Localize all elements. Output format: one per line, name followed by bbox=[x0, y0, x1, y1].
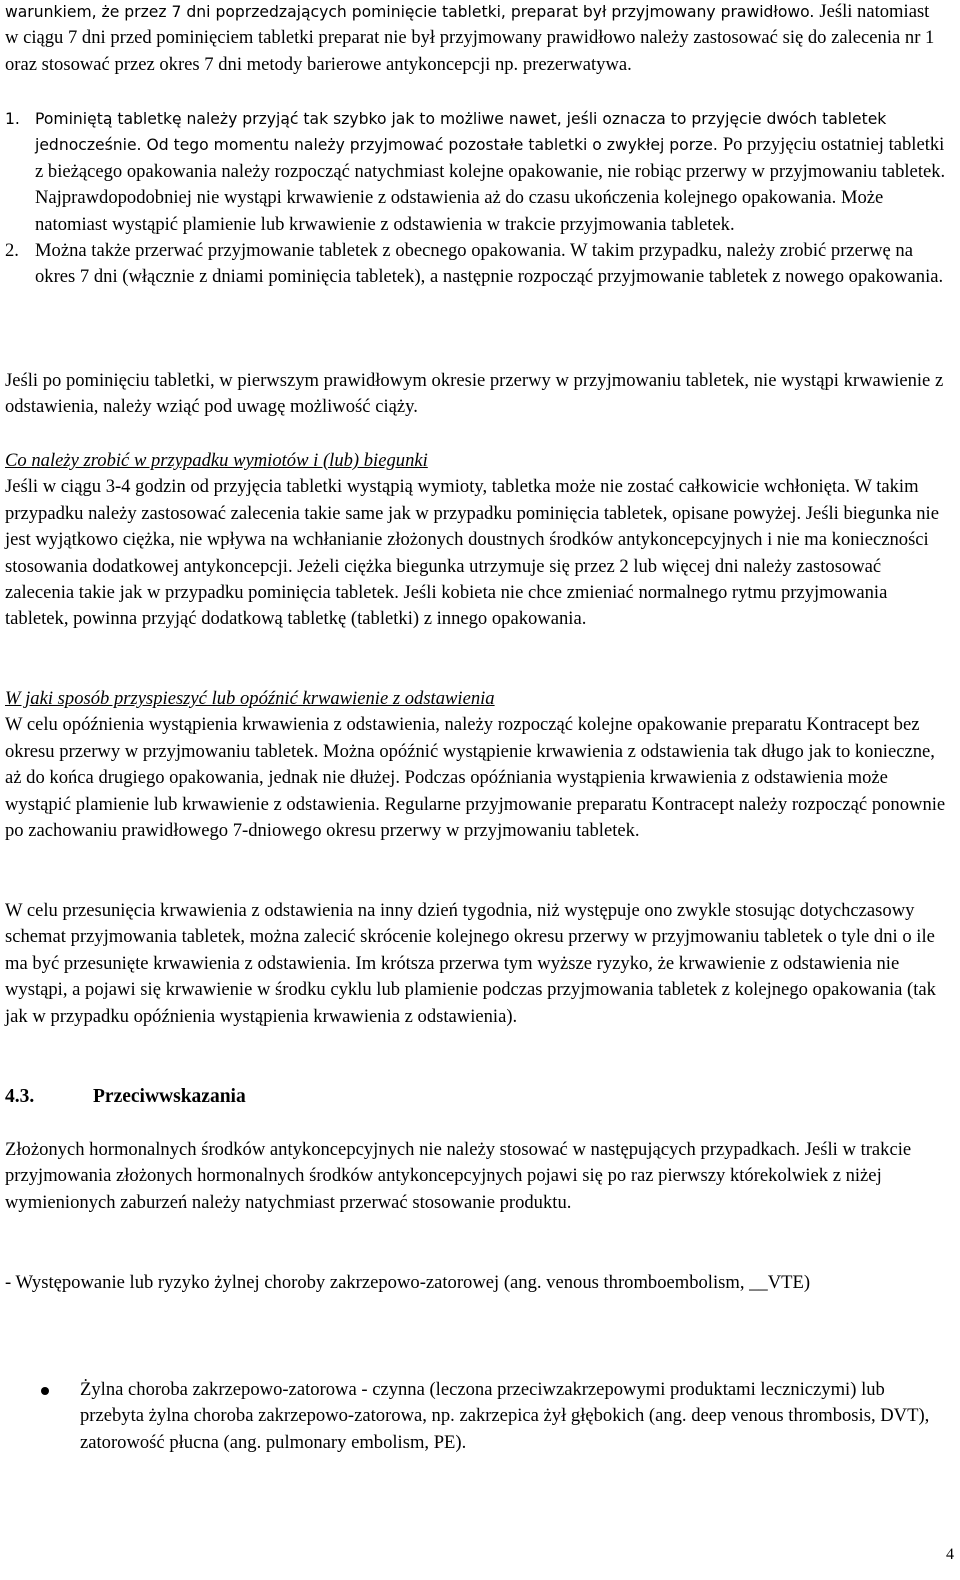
option-2 bbox=[5, 238, 953, 291]
shift-paragraph: W celu przesunięcia krwawienia z odstawienia na inny dzień tygodnia, niż występuje ono zwykle stosując dotychczasowy schemat przyjmowania tabletek, można zalecić skrócenie kolejnego okresu przerwy w przyjmowaniu tabletek o tyle dni o ile ma być przesunięte krwawienia z odstawienia. Im krótsza przerwa tym wyższe ryzyko, że krwawienie z odstawienia nie wystąpi, a pojawi się krwawienie w środku cyklu lub plamienie podczas przyjmowania tabletek z kolejnego opakowania (tak jak w przypadku opóźnienia wystąpienia krwawienia z odstawienia). bbox=[5, 900, 936, 1027]
option-1-text-serif: Po przyjęciu ostatniej tabletki z bieżącego opakowania należy rozpocząć natychmiast kolejne opakowanie, nie robiąc przerwy w przyjmowaniu tabletek. Najprawdopodobniej nie wystąpi krwawienie z odstawienia aż do czasu ukończenia kolejnego opakowania. Może natomiast wystąpić plamienie lub krwawienie z odstawienia w trakcie przyjmowania tabletek. bbox=[35, 134, 946, 235]
pregnancy-note: Jeśli po pominięciu tabletki, w pierwszym prawidłowym okresie przerwy w przyjmowaniu tabletek, nie wystąpi krwawienie z odstawienia, należy wziąć pod uwagę możliwość ciąży. bbox=[5, 370, 944, 418]
option-1-number: 1. bbox=[5, 110, 20, 128]
vomiting-section bbox=[5, 448, 953, 633]
intro-text-serif: Jeśli natomiast w ciągu 7 dni przed pominięciem tabletki preparat nie był przyjmowany prawidłowo należy zastosować się do zalecenia nr 1 oraz stosować przez okres 7 dni metody barierowe antykoncepcji np. prezerwatywa. bbox=[5, 1, 935, 75]
vte-bullet-item bbox=[5, 1377, 953, 1456]
vte-bullet-text: Żylna choroba zakrzepowo-zatorowa - czynna (leczona przeciwzakrzepowymi produktami leczniczymi) lub przebyta żylna choroba zakrzepowo-zatorowa, np. zakrzepica żył głębokich (ang. deep venous thrombosis, DVT), zatorowość płucna (ang. pulmonary embolism, PE). bbox=[80, 1379, 930, 1453]
vomiting-text: Jeśli w ciągu 3-4 godzin od przyjęcia tabletki wystąpią wymioty, tabletka może nie zostać całkowicie wchłonięta. W takim przypadku należy zastosować zalecenia takie same jak w przypadku pominięcia tabletek, opisane powyżej. Jeśli biegunka nie jest wyjątkowo ciężka, nie wpływa na wchłanianie złożonych doustnych środków antykoncepcyjnych i nie ma konieczności stosowania dodatkowej antykoncepcji. Jeżeli ciężka biegunka utrzymuje się przez 2 lub więcej dni należy zastosować zalecenia takie jak w przypadku pominięcia tabletek. Jeśli kobieta nie chce zmieniać normalnego rytmu przyjmowania tabletek, powinna przyjąć dodatkową tabletkę (tabletki) z innego opakowania. bbox=[5, 476, 939, 630]
option-2-number: 2. bbox=[5, 240, 19, 262]
delay-section bbox=[5, 686, 953, 844]
missed-pill-options bbox=[5, 106, 953, 291]
delay-heading: W jaki sposób przyspieszyć lub opóźnić krwawienie z odstawienia bbox=[5, 688, 495, 709]
page-number: 4 bbox=[946, 1546, 954, 1563]
vomiting-heading: Co należy zrobić w przypadku wymiotów i (lub) biegunki bbox=[5, 450, 428, 471]
section-number: 4.3. bbox=[5, 1086, 35, 1107]
vte-item: - Występowanie lub ryzyko żylnej choroby zakrzepowo-zatorowej (ang. venous thromboembolism, __VTE) bbox=[5, 1272, 811, 1293]
option-2-text: Można także przerwać przyjmowanie tabletek z obecnego opakowania. W takim przypadku, należy zrobić przerwę na okres 7 dni (włącznie z dniami pominięcia tabletek), a następnie rozpocząć przyjmowanie tabletek z nowego opakowania. bbox=[35, 240, 944, 288]
intro-text-sans: warunkiem, że przez 7 dni poprzedzających pominięcie tabletki, preparat był przyjmowany prawidłowo. bbox=[5, 3, 820, 21]
option-1-text-sans: Pominiętą tabletkę należy przyjąć tak szybko jak to możliwe nawet, jeśli oznacza to przyjęcie dwóch tabletek jednocześnie. Od tego momentu należy przyjmować pozostałe tabletki o zwykłej porze. bbox=[35, 110, 887, 155]
bullet-icon bbox=[5, 1377, 80, 1456]
section-title: Przeciwwskazania bbox=[93, 1086, 246, 1107]
delay-text: W celu opóźnienia wystąpienia krwawienia z odstawienia, należy rozpocząć kolejne opakowanie preparatu Kontracept bez okresu przerwy w przyjmowaniu tabletek. Można opóźnić wystąpienie krwawienia z odstawienia tak długo jak to konieczne, aż do końca drugiego opakowania, jednak nie dłużej. Podczas opóźniania wystąpienia krwawienia z odstawienia może wystąpić plamienie lub krwawienie z odstawienia. Regularne przyjmowanie preparatu Kontracept należy rozpocząć ponownie po zachowaniu prawidłowego 7-dniowego okresu przerwy w przyjmowaniu tabletek. bbox=[5, 714, 946, 842]
contraindications-intro: Złożonych hormonalnych środków antykoncepcyjnych nie należy stosować w następujących przypadkach. Jeśli w trakcie przyjmowania złożonych hormonalnych środków antykoncepcyjnych pojawi się po raz pierwszy którekolwiek z niżej wymienionych zaburzeń należy natychmiast przerwać stosowanie produktu. bbox=[5, 1139, 912, 1213]
intro-paragraph bbox=[5, 0, 947, 78]
option-1 bbox=[5, 106, 953, 238]
option-1-body bbox=[35, 106, 953, 238]
section-heading bbox=[5, 1084, 246, 1110]
